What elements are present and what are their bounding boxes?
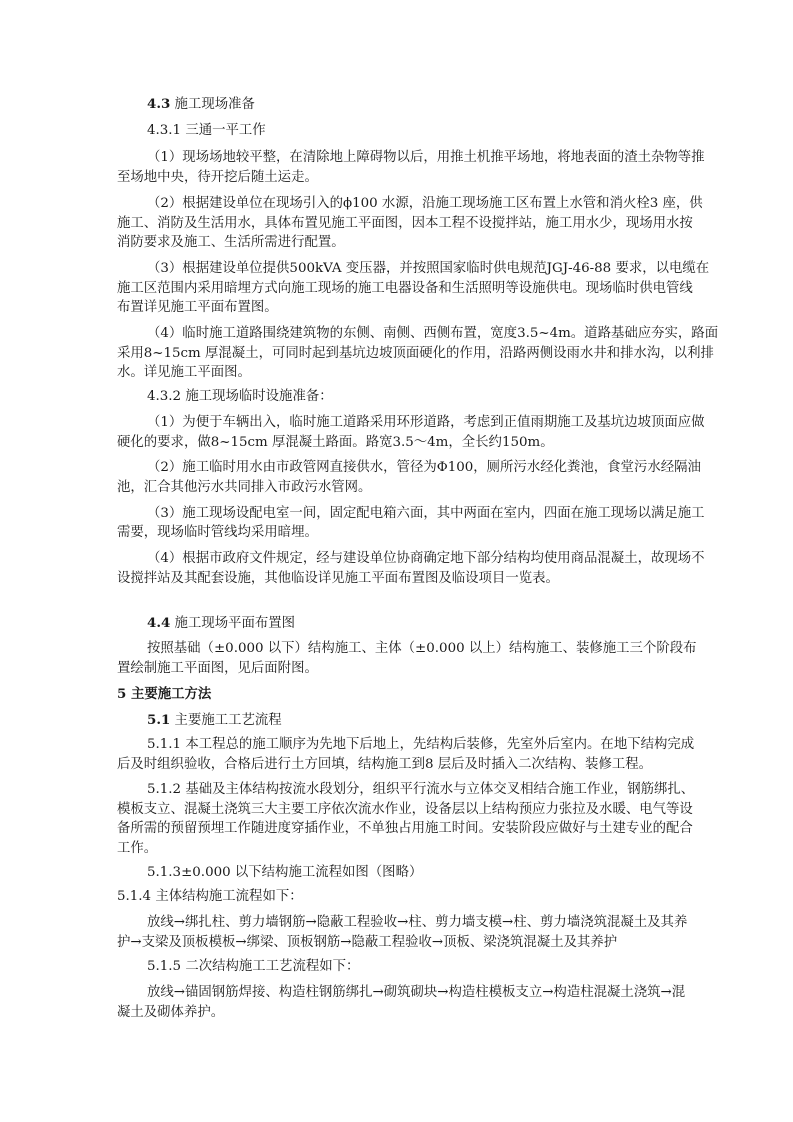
paragraph-line: 5.1.2 基础及主体结构按流水段划分，组织平行流水与立体交叉相结合施工作业，钢筋绑扎、 xyxy=(147,782,695,797)
paragraph-line: 采用8~15cm 厚混凝土，可同时起到基坑边坡顶面硬化的作用，沿路两侧设雨水井和排水沟，以利排 xyxy=(117,346,714,361)
flow-line: 凝土及砌体养护。 xyxy=(117,1005,225,1020)
subsection-heading-4-3-1: 4.3.1 三通一平工作 xyxy=(147,123,266,138)
section-number: 4.3 xyxy=(147,96,171,112)
paragraph-line: 按照基础（±0.000 以下）结构施工、主体（±0.000 以上）结构施工、装修施工三个阶段布 xyxy=(147,641,697,656)
chapter-heading-5: 5 主要施工方法 xyxy=(117,686,212,702)
section-title: 主要施工工艺流程 xyxy=(170,713,282,728)
flow-line: 放线→锚固钢筋焊接、构造柱钢筋绑扎→砌筑砌块→构造柱模板支立→构造柱混凝土浇筑→混 xyxy=(147,985,686,1000)
flow-line: 放线→绑扎柱、剪力墙钢筋→隐蔽工程验收→柱、剪力墙支模→柱、剪力墙浇筑混凝土及其养 xyxy=(147,915,688,930)
paragraph-line: 池，汇合其他污水共同排入市政污水管网。 xyxy=(117,480,372,495)
paragraph-line: 施工、消防及生活用水，具体布置见施工平面图，因本工程不设搅拌站，施工用水少，现场用水按 xyxy=(117,216,693,231)
paragraph-line: 硬化的要求，做8~15cm 厚混凝土路面。路宽3.5～4m，全长约150m。 xyxy=(117,435,554,450)
subsection-heading-4-3-2: 4.3.2 施工现场临时设施准备： xyxy=(147,389,333,404)
paragraph-line: （1）现场场地较平整，在清除地上障碍物以后，用推土机推平场地，将地表面的渣土杂物等推 xyxy=(147,150,705,165)
paragraph-line: 置绘制施工平面图，见后面附图。 xyxy=(117,661,318,676)
section-heading-5-1 xyxy=(147,712,282,729)
section-number: 4.4 xyxy=(147,615,171,631)
paragraph-line: （4）临时施工道路围绕建筑物的东侧、南侧、西侧布置，宽度3.5~4m。道路基础应夯实，路面 xyxy=(147,326,719,341)
paragraph-line: （2）施工临时用水由市政管网直接供水，管径为Φ100，厕所污水经化粪池，食堂污水经隔油 xyxy=(147,460,701,475)
paragraph-line: 5.1.1 本工程总的施工顺序为先地下后地上，先结构后装修，先室外后室内。在地下结构完成 xyxy=(147,737,695,752)
paragraph-line: 施工区范围内采用暗埋方式向施工现场的施工电器设备和生活照明等设施供电。现场临时供电管线 xyxy=(117,281,693,296)
section-title: 施工现场平面布置图 xyxy=(170,616,296,631)
paragraph-line: （2）根据建设单位在现场引入的ϕ100 水源，沿施工现场施工区布置上水管和消火栓3 座，供 xyxy=(147,196,703,211)
paragraph-line: 需要，现场临时管线均采用暗埋。 xyxy=(117,525,318,540)
paragraph-line: 布置详见施工平面布置图。 xyxy=(117,300,278,315)
paragraph-line: 后及时组织验收，合格后进行土方回填，结构施工到8 层后及时插入二次结构、装修工程。 xyxy=(117,757,653,772)
paragraph-line: （3）根据建设单位提供500kVA 变压器，并按照国家临时供电规范JGJ-46-88 要求，以电缆在 xyxy=(147,261,710,276)
paragraph-line: （3）施工现场设配电室一间，固定配电箱六面，其中两面在室内，四面在施工现场以满足施工 xyxy=(147,506,705,521)
paragraph-line: （4）根据市政府文件规定，经与建设单位协商确定地下部分结构均使用商品混凝土，故现场不 xyxy=(147,551,705,566)
paragraph-line: 5.1.3±0.000 以下结构施工流程如图（图略） xyxy=(147,865,423,880)
section-heading-4-3 xyxy=(147,96,255,113)
subsection-heading-5-1-5: 5.1.5 二次结构施工工艺流程如下： xyxy=(147,959,360,974)
section-number: 5.1 xyxy=(147,712,171,728)
subsection-heading-5-1-4: 5.1.4 主体结构施工流程如下： xyxy=(117,889,303,904)
paragraph-line: 至场地中央，待开挖后随土运走。 xyxy=(117,170,318,185)
paragraph-line: 消防要求及施工、生活所需进行配置。 xyxy=(117,235,345,250)
paragraph-line: （1）为便于车辆出入，临时施工道路采用环形道路，考虑到正值雨期施工及基坑边坡顶面应做 xyxy=(147,415,705,430)
paragraph-line: 设搅拌站及其配套设施，其他临设详见施工平面布置图及临设项目一览表。 xyxy=(117,571,559,586)
flow-line: 护→支梁及顶板模板→绑梁、顶板钢筋→隐蔽工程验收→顶板、梁浇筑混凝土及其养护 xyxy=(117,935,618,950)
section-heading-4-4 xyxy=(147,615,295,632)
section-title: 施工现场准备 xyxy=(170,97,255,112)
paragraph-line: 工作。 xyxy=(117,841,158,856)
paragraph-line: 备所需的预留预埋工作随进度穿插作业，不单独占用施工时间。安装阶段应做好与土建专业的配合 xyxy=(117,821,693,836)
paragraph-line: 水。详见施工平面图。 xyxy=(117,365,251,380)
paragraph-line: 模板支立、混凝土浇筑三大主要工序依次流水作业，设备层以上结构预应力张拉及水暖、电气等设 xyxy=(117,802,693,817)
